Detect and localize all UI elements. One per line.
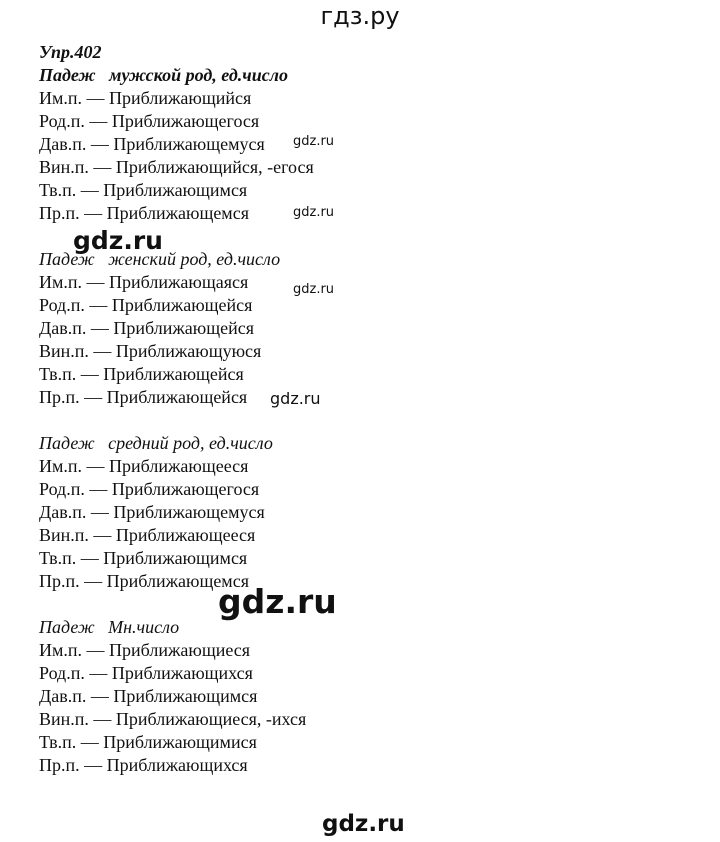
section-feminine — [39, 248, 639, 409]
case-row: Пр.п. — Приближающемся — [39, 203, 249, 223]
case-row: Тв.п. — Приближающимися — [39, 732, 257, 752]
case-row: Пр.п. — Приближающемся — [39, 571, 249, 591]
watermark-small: gdz.ru — [293, 134, 335, 149]
case-row: Пр.п. — Приближающихся — [39, 755, 248, 775]
exercise-title: Упр.402 — [39, 42, 102, 62]
watermark-large: gdz.ru — [218, 582, 337, 621]
section-heading: Падеж женский род, ед.число — [39, 249, 281, 269]
case-row: Вин.п. — Приближающийся, -егося — [39, 157, 314, 177]
section-heading: Падеж мужской род, ед.число — [39, 65, 288, 85]
watermark-small: gdz.ru — [270, 389, 321, 408]
site-title: гдз.ру — [320, 2, 400, 30]
case-row: Вин.п. — Приближающееся — [39, 525, 256, 545]
exercise-document — [39, 41, 639, 777]
section-neuter — [39, 432, 639, 593]
section-masculine — [39, 64, 639, 225]
case-row: Тв.п. — Приближающейся — [39, 364, 244, 384]
case-row: Дав.п. — Приближающейся — [39, 318, 254, 338]
case-row: Дав.п. — Приближающемуся — [39, 134, 265, 154]
case-row: Род.п. — Приближающегося — [39, 111, 260, 131]
watermark-small: gdz.ru — [293, 205, 335, 220]
section-heading: Падеж средний род, ед.число — [39, 433, 273, 453]
case-row: Им.п. — Приближающееся — [39, 456, 249, 476]
case-row: Им.п. — Приближающийся — [39, 88, 252, 108]
watermark-footer: gdz.ru — [322, 811, 405, 837]
case-row: Дав.п. — Приближающемуся — [39, 502, 265, 522]
case-row: Пр.п. — Приближающейся — [39, 387, 248, 407]
case-row: Род.п. — Приближающейся — [39, 295, 253, 315]
case-row: Вин.п. — Приближающуюся — [39, 341, 262, 361]
watermark-medium: gdz.ru — [73, 226, 163, 255]
section-heading: Падеж Мн.число — [39, 617, 180, 637]
case-row: Род.п. — Приближающегося — [39, 479, 260, 499]
case-row: Вин.п. — Приближающиеся, -ихся — [39, 709, 307, 729]
section-plural — [39, 616, 639, 777]
case-row: Дав.п. — Приближающимся — [39, 686, 258, 706]
watermark-small: gdz.ru — [293, 282, 335, 297]
case-row: Им.п. — Приближающаяся — [39, 272, 249, 292]
case-row: Род.п. — Приближающихся — [39, 663, 253, 683]
case-row: Тв.п. — Приближающимся — [39, 180, 248, 200]
case-row: Тв.п. — Приближающимся — [39, 548, 248, 568]
case-row: Им.п. — Приближающиеся — [39, 640, 251, 660]
